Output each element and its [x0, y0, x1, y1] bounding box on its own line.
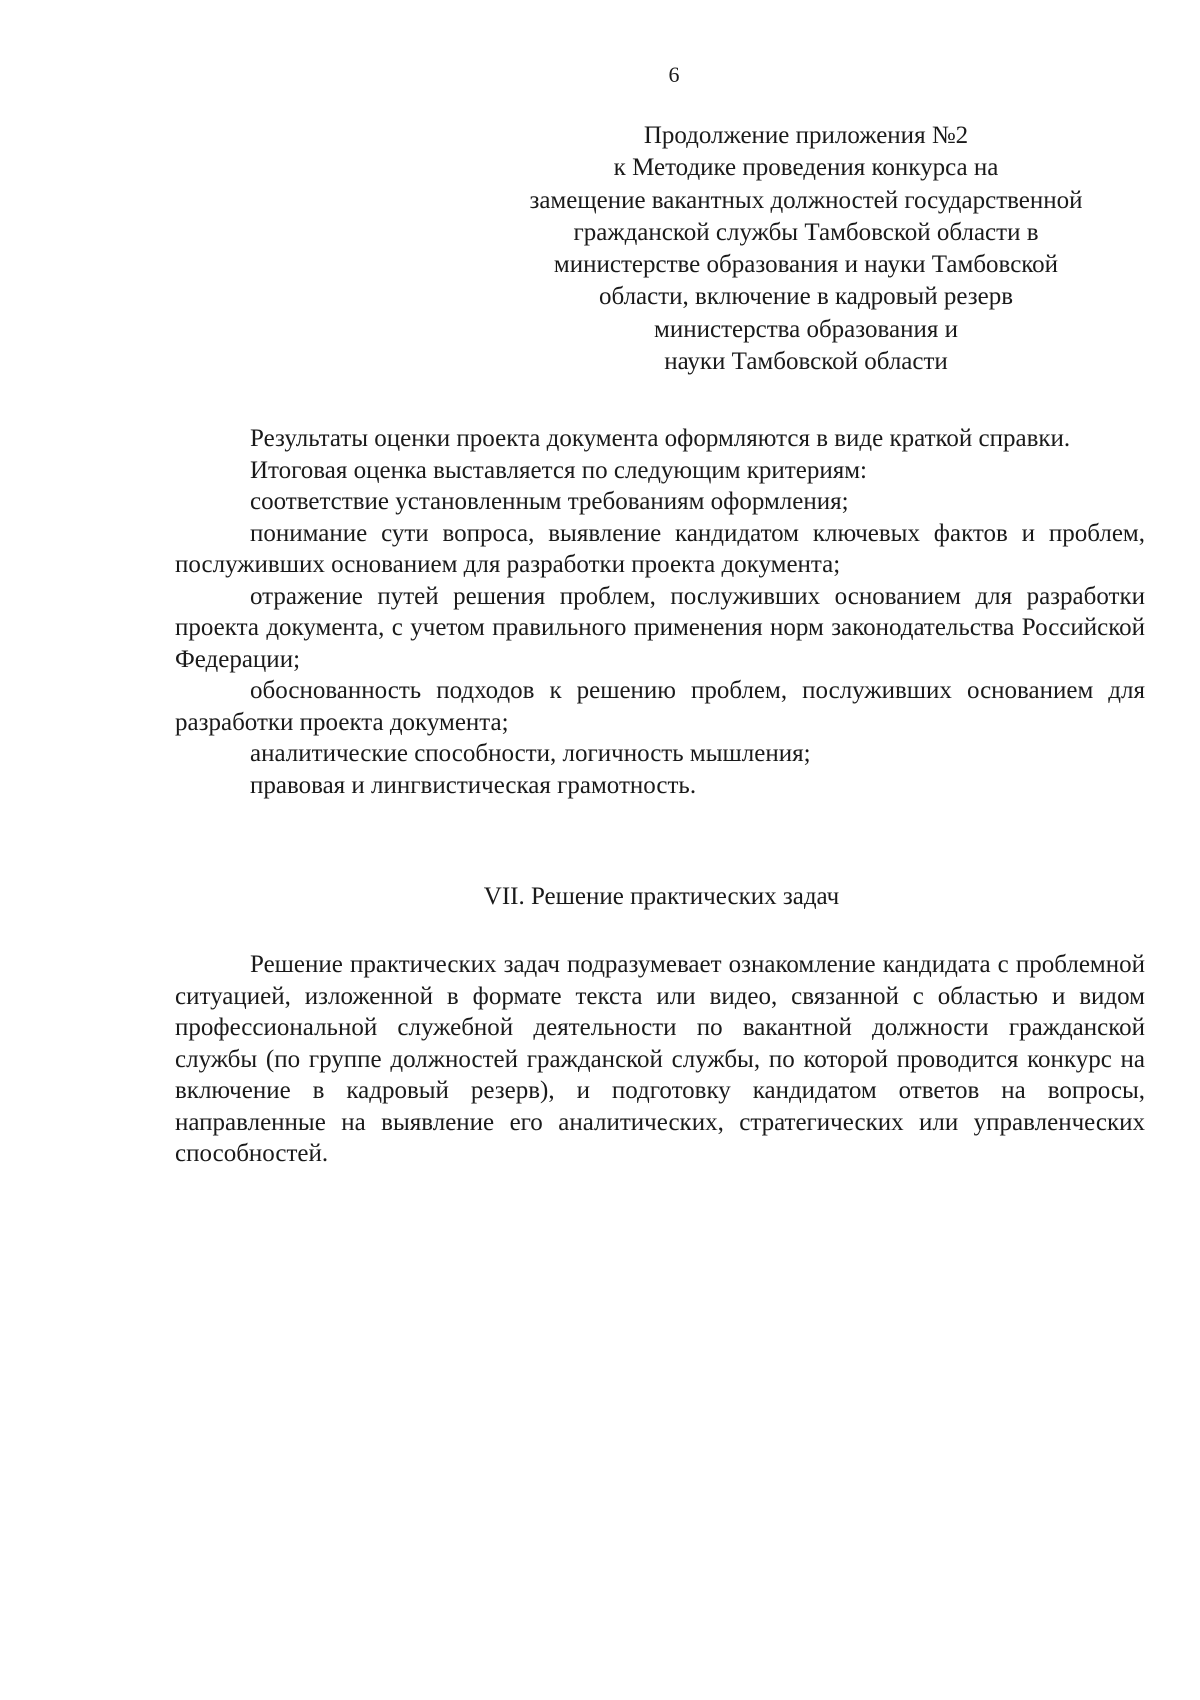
paragraph: Итоговая оценка выставляется по следующим критериям: [250, 456, 867, 484]
appendix-line: Продолжение приложения №2 [643, 122, 969, 149]
appendix-line: науки Тамбовской области [664, 348, 948, 376]
appendix-line: гражданской службы Тамбовской области в [573, 218, 1039, 246]
paragraph: Результаты оценки проекта документа оформляются в виде краткой справки. [250, 425, 1071, 452]
criterion-item: аналитические способности, логичность мышления; [250, 740, 811, 767]
appendix-header [506, 120, 1106, 378]
appendix-line: министерства образования и [654, 315, 958, 343]
paragraph: Решение практических задач подразумевает ознакомление кандидата с проблемной ситуацией, изложенной в формате текста или видео, связанной с областью и видом профессиональной служебной деятельности по вакантной должности гражданской службы (по группе должностей гражданской службы, по которой проводится конкурс на включение в кадровый резерв), и подготовку кандидатом ответов на вопросы, направленные на выявление его аналитических, стратегических или управленческих способностей. [175, 951, 1145, 1167]
criterion-item: соответствие установленным требованиям оформления; [250, 488, 849, 515]
section-heading: VII. Решение практических задач [483, 883, 840, 910]
criterion-item: понимание сути вопроса, выявление кандидатом ключевых фактов и проблем, послуживших основанием для разработки проекта документа; [175, 519, 1145, 578]
section-body [175, 949, 1145, 1170]
evaluation-criteria [175, 423, 1145, 801]
appendix-line: к Методике проведения конкурса на [613, 154, 999, 182]
appendix-line: области, включение в кадровый резерв [598, 283, 1014, 311]
criterion-item: правовая и лингвистическая грамотность. [250, 771, 697, 799]
criterion-item: отражение путей решения проблем, послуживших основанием для разработки проекта документа, с учетом правильного применения норм законодательства Российской Федерации; [175, 582, 1145, 673]
appendix-line: министерстве образования и науки Тамбовской [553, 251, 1059, 279]
appendix-line: замещение вакантных должностей государственной [529, 186, 1083, 214]
criterion-item: обоснованность подходов к решению проблем, послуживших основанием для разработки проекта документа; [175, 677, 1145, 736]
page-number: 6 [668, 62, 680, 87]
